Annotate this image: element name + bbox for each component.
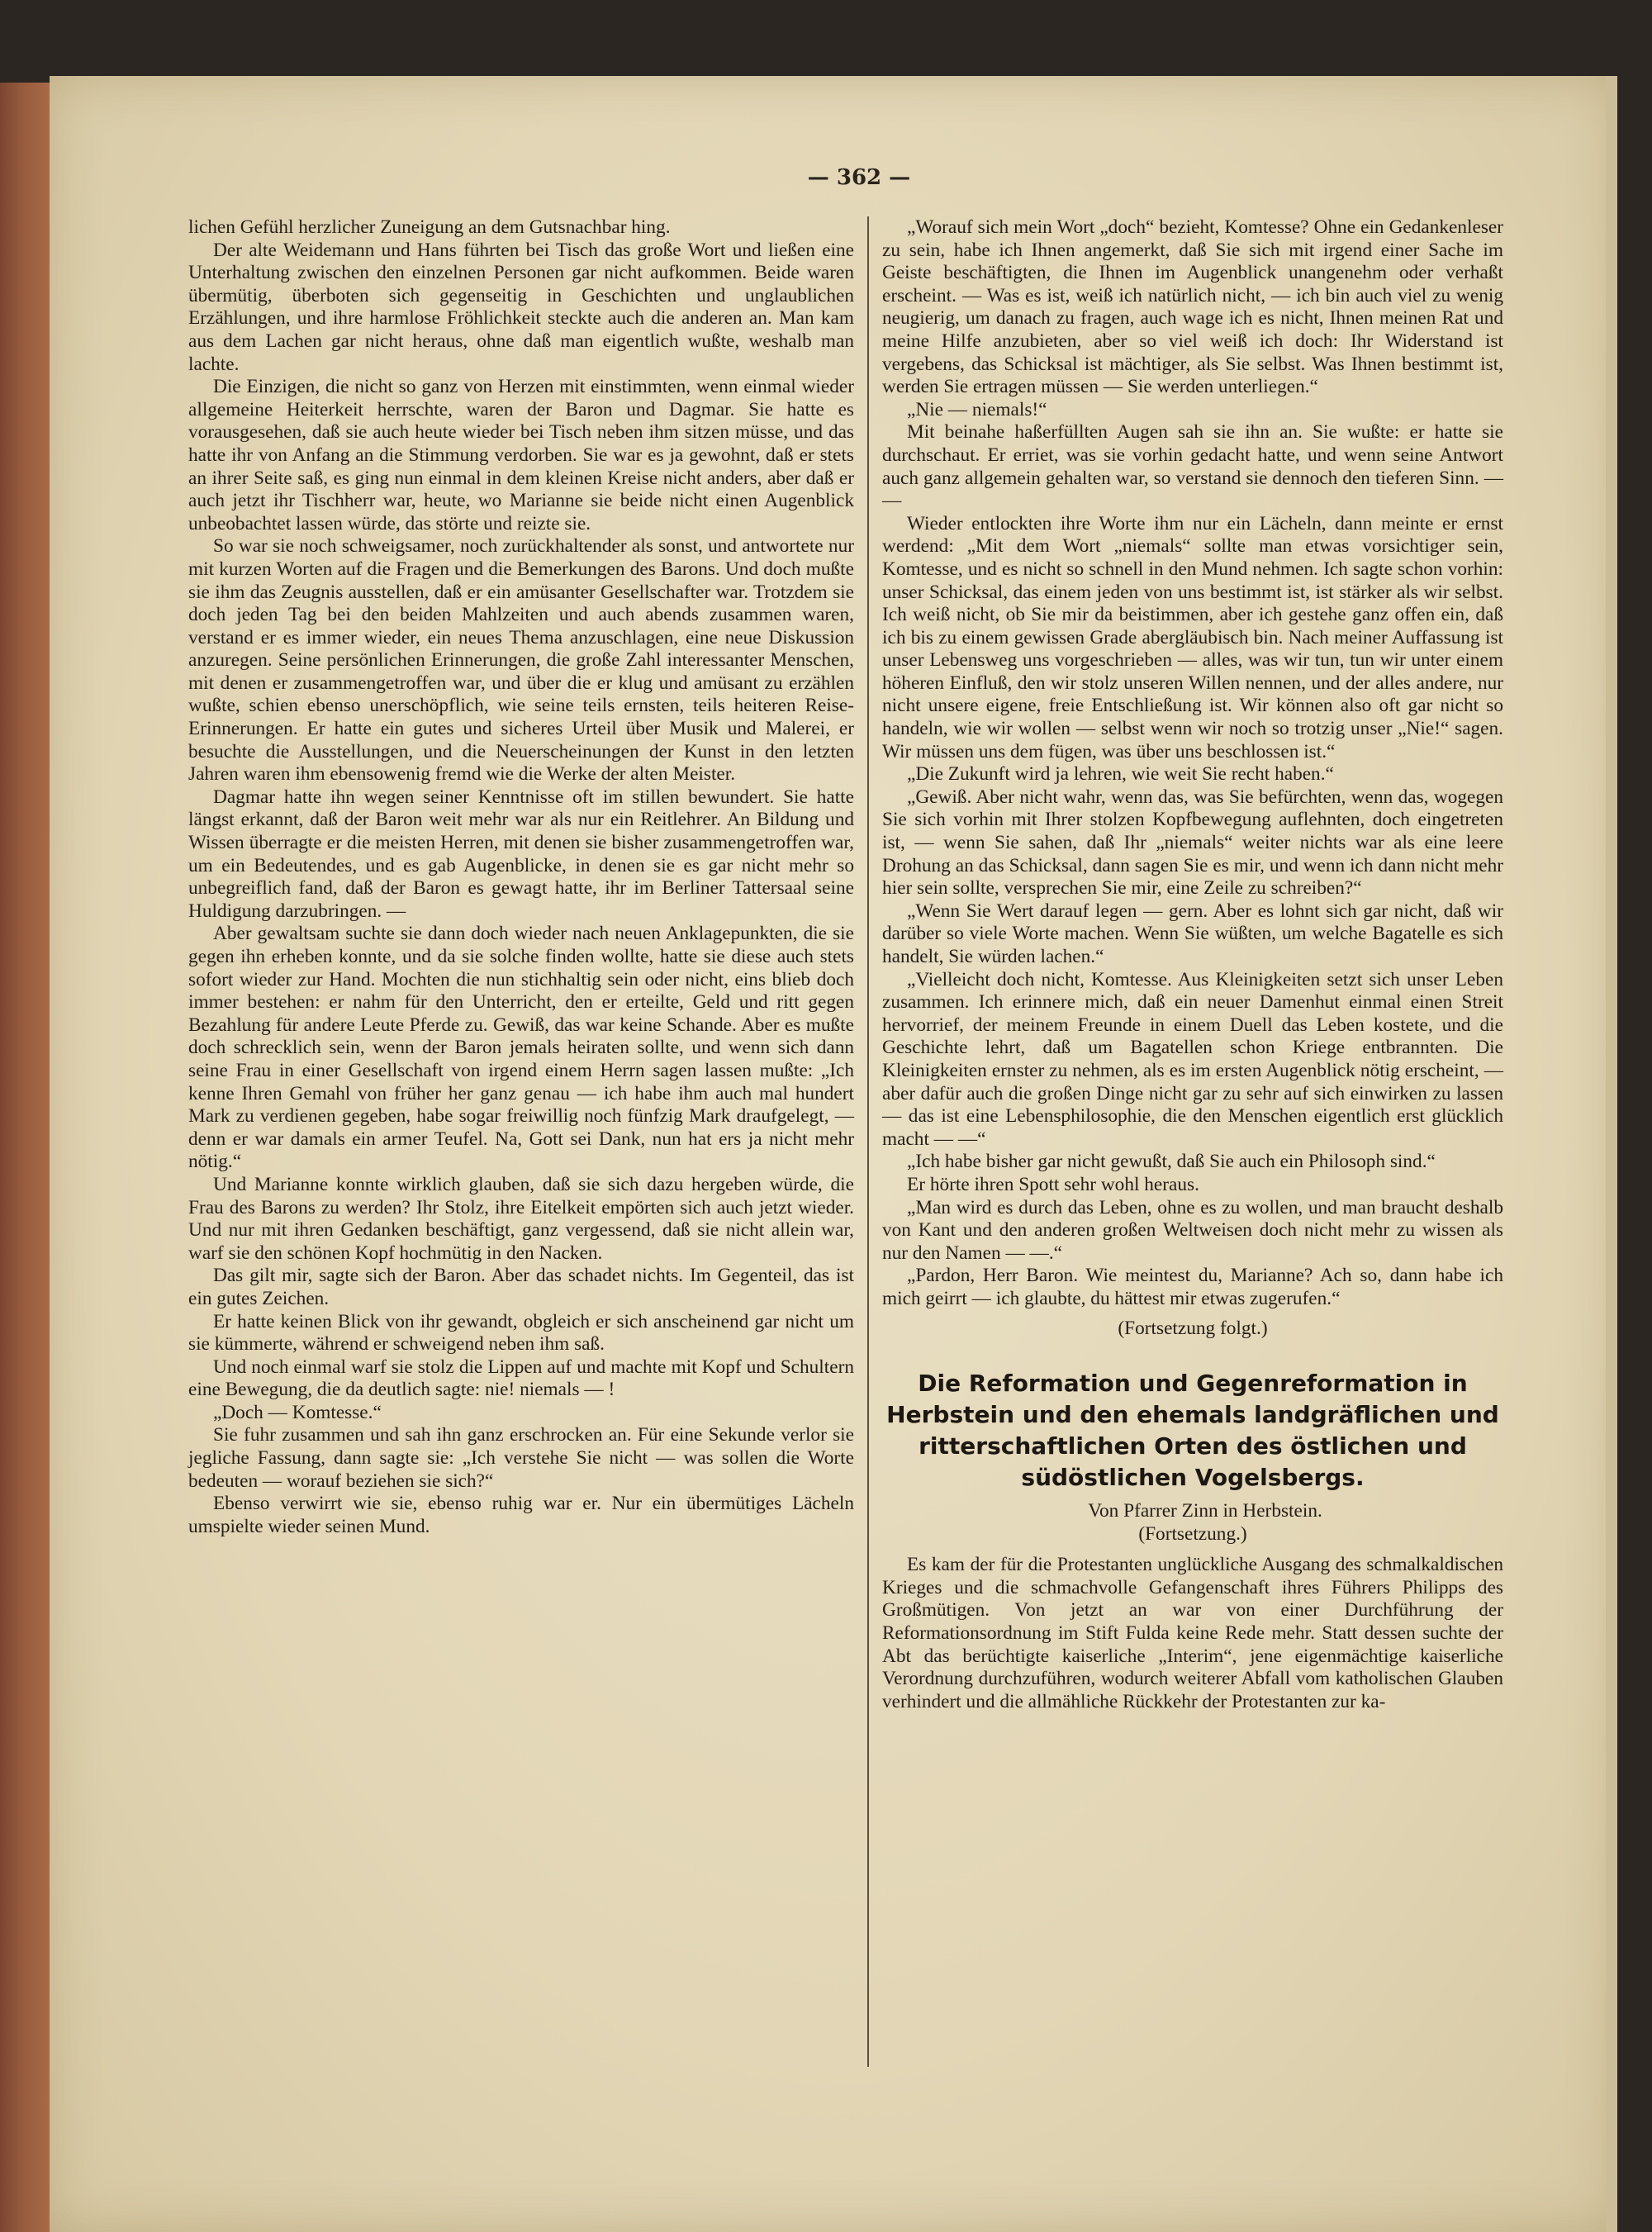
left-column — [188, 216, 854, 1538]
paragraph: „Worauf sich mein Wort „doch“ bezieht, Komtesse? Ohne ein Gedankenleser zu sein, habe ich Ihnen angemerkt, daß Sie sich mit irgend einer Sache im Geiste beschäftigten, die Ihnen im Augenblick unangenehm oder verhaßt erscheint. — Was es ist, weiß ich natürlich nicht, — ich bin auch viel zu wenig neugierig, um danach zu fragen, auch wage ich es nicht, Ihnen meinen Rat und meine Hilfe anzubieten, aber so viel weiß ich doch: Ihr Widerstand ist vergebens, das Schicksal ist mächtiger, als Sie selbst. Was Ihnen bestimmt ist, werden Sie ertragen müssen — Sie werden unterliegen.“ — [882, 216, 1503, 398]
paragraph: Und Marianne konnte wirklich glauben, daß sie sich dazu hergeben würde, die Frau des Barons zu werden? Ihr Stolz, ihre Eitelkeit empörten sich auch jetzt wieder. Und nur mit ihren Gedanken beschäftigt, ganz vergessend, daß sie nicht allein war, warf sie den schönen Kopf hochmütig in den Nacken. — [188, 1173, 854, 1264]
paragraph: „Wenn Sie Wert darauf legen — gern. Aber es lohnt sich gar nicht, daß wir darüber so viele Worte machen. Wenn Sie wüßten, um welche Bagatelle es sich handelt, Sie würden lachen.“ — [882, 900, 1503, 967]
paragraph: Aber gewaltsam suchte sie dann doch wieder nach neuen Anklagepunkten, die sie gegen ihn erheben konnte, und da sie solche finden wollte, hatte sie diese auch stets sofort wieder zur Hand. Mochten die nun stichhaltig sein oder nicht, eins blieb doch immer bestehen: er nahm für den Unterricht, den er erteilte, Geld und ritt gegen Bezahlung für andere Leute Pferde zu. Gewiß, das war keine Schande. Aber es mußte doch schrecklich sein, wenn der Baron jemals heiraten sollte, und wenn sich dann seine Frau in einer Gesellschaft von irgend einem Herrn sagen lassen mußte: „Ich kenne Ihren Gemahl von früher her ganz genau — ich habe ihm auch mal hundert Mark zu verdienen gegeben, habe sogar freiwillig noch fünfzig Mark draufgelegt, — denn er war damals ein armer Teufel. Na, Gott sei Dank, nun hat ers ja nicht mehr nötig.“ — [188, 923, 854, 1173]
paragraph: Mit beinahe haßerfüllten Augen sah sie ihn an. Sie wußte: er hatte sie durchschaut. Er erriet, was sie vorhin gedacht hatte, und wenn seine Antwort auch ganz allgemein gehalten war, so verstand sie dennoch den tieferen Sinn. — — — [882, 421, 1503, 512]
paragraph: „Vielleicht doch nicht, Komtesse. Aus Kleinigkeiten setzt sich unser Leben zusammen. Ich erinnere mich, daß ein neuer Damenhut einmal einen Streit hervorrief, der meinem Freunde in einem Duell das Leben kostete, und die Geschichte lehrt, daß um Bagatellen schon Kriege entbrannten. Die Kleinigkeiten ernster zu nehmen, als es im ersten Augenblick nötig erscheint, — aber dafür auch die großen Dinge nicht gar zu sehr auf sich einwirken zu lassen — das ist eine Lebensphilosophie, die den Menschen eigentlich erst glücklich macht — —“ — [882, 968, 1503, 1150]
paragraph: „Nie — niemals!“ — [907, 398, 1047, 420]
paragraph: Das gilt mir, sagte sich der Baron. Aber das schadet nichts. Im Gegenteil, das ist ein gutes Zeichen. — [188, 1265, 854, 1309]
paragraph: „Gewiß. Aber nicht wahr, wenn das, was Sie befürchten, wenn das, wogegen Sie sich vorhin mit Ihrer stolzen Kopfbewegung auflehnten, doch eingetreten ist, — wenn Sie sahen, daß Ihr „niemals“ weiter nichts war als eine leere Drohung an das Schicksal, dann sagen Sie es mir, und wenn ich dann nicht mehr hier sein sollte, versprechen Sie mir, eine Zeile zu schreiben?“ — [882, 786, 1503, 900]
paragraph: So war sie noch schweigsamer, noch zurückhaltender als sonst, und antwortete nur mit kurzen Worten auf die Fragen und die Bemerkungen des Barons. Und doch mußte sie ihm das Zeugnis ausstellen, daß er ein amüsanter Gesellschafter war. Trotzdem sie doch jeden Tag bei den beiden Mahlzeiten und auch abends zusammen waren, verstand er es immer wieder, ein neues Thema anzuschlagen, eine neue Diskussion anzuregen. Seine persönlichen Erinnerungen, die große Zahl interessanter Menschen, mit denen er zusammengetroffen war, und über die er klug und amüsant zu erzählen wußte, schien ebenso unerschöpflich, wie seine teils ernsten, teils heiteren Reise-Erinnerungen. Er hatte ein gutes und sicheres Urteil über Musik und Malerei, er besuchte die Ausstellungen, und die Neuerscheinungen der Kunst in den letzten Jahren waren ihm ebensowenig fremd wie die Werke der alten Meister. — [188, 535, 854, 786]
page-number: — 362 — — [807, 165, 911, 190]
story-continuation — [882, 216, 1503, 1311]
continuation-note: (Fortsetzung folgt.) — [1118, 1317, 1268, 1339]
paragraph: Ebenso verwirrt wie sie, ebenso ruhig war er. Nur ein übermütiges Lächeln umspielte wieder seinen Mund. — [188, 1493, 854, 1537]
article-byline: Von Pfarrer Zinn in Herbstein. — [1088, 1500, 1322, 1522]
paragraph: „Ich habe bisher gar nicht gewußt, daß Sie auch ein Philosoph sind.“ — [907, 1151, 1436, 1173]
paragraph: lichen Gefühl herzlicher Zuneigung an dem Gutsnachbar hing. — [188, 216, 671, 238]
book-binding — [0, 83, 50, 2232]
paragraph: „Pardon, Herr Baron. Wie meintest du, Marianne? Ach so, dann habe ich mich geirrt — ich glaubte, du hättest mir etwas zugerufen.“ — [882, 1265, 1503, 1309]
paragraph: „Die Zukunft wird ja lehren, wie weit Sie recht haben.“ — [907, 763, 1334, 786]
article-title: Die Reformation und Gegenreformation in Herbstein und den ehemals landgräflichen und ritterschaftlichen Orten des östlichen und südöstlichen Vogelsbergs. — [886, 1370, 1499, 1492]
paragraph: Der alte Weidemann und Hans führten bei Tisch das große Wort und ließen eine Unterhaltung zwischen den einzelnen Personen gar nicht aufkommen. Beide waren übermütig, überboten sich gegenseitig in Geschichten und unglaublichen Erzählungen, und ihre harmlose Fröhlichkeit steckte auch die anderen an. Man kam aus dem Lachen gar nicht heraus, ohne daß man eigentlich wußte, weshalb man lachte. — [188, 239, 854, 375]
paragraph: Wieder entlockten ihre Worte ihm nur ein Lächeln, dann meinte er ernst werdend: „Mit dem Wort „niemals“ sollte man etwas vorsichtiger sein, Komtesse, und es nicht so schnell in den Mund nehmen. Ich sagte schon vorhin: unser Schicksal, das einem jeden von uns bestimmt ist, ist stärker als wir selbst. Ich weiß nicht, ob Sie mir da beistimmen, aber ich gestehe ganz offen ein, daß ich bis zu einem gewissen Grade abergläubisch bin. Nach meiner Auffassung ist unser Lebensweg uns vorgeschrieben — alles, was wir tun, tun wir unter einem höheren Einfluß, den wir stolz unseren Willen nennen, und der alles andere, nur nicht unsere eigene, freie Entschließung ist. Wir können also oft gar nicht so handeln, wie wir wollen — selbst wenn wir noch so trotzig unser „Nie!“ sagen. Wir müssen uns dem fügen, was über uns beschlossen ist.“ — [882, 512, 1503, 762]
right-column — [882, 216, 1503, 1713]
article-continuation-note: (Fortsetzung.) — [1138, 1522, 1247, 1545]
paragraph: „Doch — Komtesse.“ — [213, 1401, 382, 1423]
column-divider — [867, 216, 869, 2067]
paragraph: „Man wird es durch das Leben, ohne es zu wollen, und man braucht deshalb von Kant und den anderen großen Weltweisen doch nicht mehr zu wissen als nur den Namen — —.“ — [882, 1196, 1503, 1264]
paragraph: Er hörte ihren Spott sehr wohl heraus. — [907, 1173, 1199, 1195]
paragraph: Dagmar hatte ihn wegen seiner Kenntnisse oft im stillen bewundert. Sie hatte längst erkannt, daß der Baron weit mehr war als nur ein Reitlehrer. An Bildung und Wissen überragte er die meisten Herren, mit denen sie bisher zusammengetroffen war, um ein Bedeutendes, und es gab Augenblicke, in denen sie es gar nicht mehr so unbegreiflich fand, daß der Baron es gewagt hatte, ihr im Berliner Tattersaal seine Huldigung darzubringen. — — [188, 786, 854, 922]
paragraph: Die Einzigen, die nicht so ganz von Herzen mit einstimmten, wenn einmal wieder allgemeine Heiterkeit herrschte, waren der Baron und Dagmar. Sie hatte es vorausgesehen, daß sie auch heute wieder bei Tisch neben ihm sitzen müsse, und das hatte ihr von Anfang an die Stimmung verdorben. Sie war es ja gewohnt, daß er stets an ihrer Seite saß, es ging nun einmal in dem kleinen Kreise nicht anders, aber daß er auch jetzt ihr Tischherr war, heute, wo Marianne sie beide nicht einen Augenblick unbeobachtet lassen würde, das störte und reizte sie. — [188, 376, 854, 534]
paragraph: Und noch einmal warf sie stolz die Lippen auf und machte mit Kopf und Schultern eine Bewegung, die da deutlich sagte: nie! niemals — ! — [188, 1356, 854, 1401]
paragraph: Er hatte keinen Blick von ihr gewandt, obgleich er sich anscheinend gar nicht um sie kümmerte, während er schweigend neben ihm saß. — [188, 1310, 854, 1356]
paragraph: Es kam der für die Protestanten unglückliche Ausgang des schmalkaldischen Krieges und die schmachvolle Gefangenschaft ihres Führers Philipps des Großmütigen. Von jetzt an war von einer Durchführung der Reformationsordnung im Stift Fulda keine Rede mehr. Statt dessen suchte der Abt das berüchtigte kaiserliche „Interim“, jene eigenmächtige kaiserliche Verordnung durchzuführen, wodurch weiterer Abfall vom katholischen Glauben verhindert und die allmähliche Rückkehr der Protestanten zur ka- — [882, 1554, 1503, 1712]
paragraph: Sie fuhr zusammen und sah ihn ganz erschrocken an. Für eine Sekunde verlor sie jegliche Fassung, dann sagte sie: „Ich verstehe Sie nicht — was sollen die Worte bedeuten — worauf beziehen sie sich?“ — [188, 1424, 854, 1492]
page-edge — [1606, 76, 1617, 2232]
article-body — [882, 1554, 1503, 1713]
